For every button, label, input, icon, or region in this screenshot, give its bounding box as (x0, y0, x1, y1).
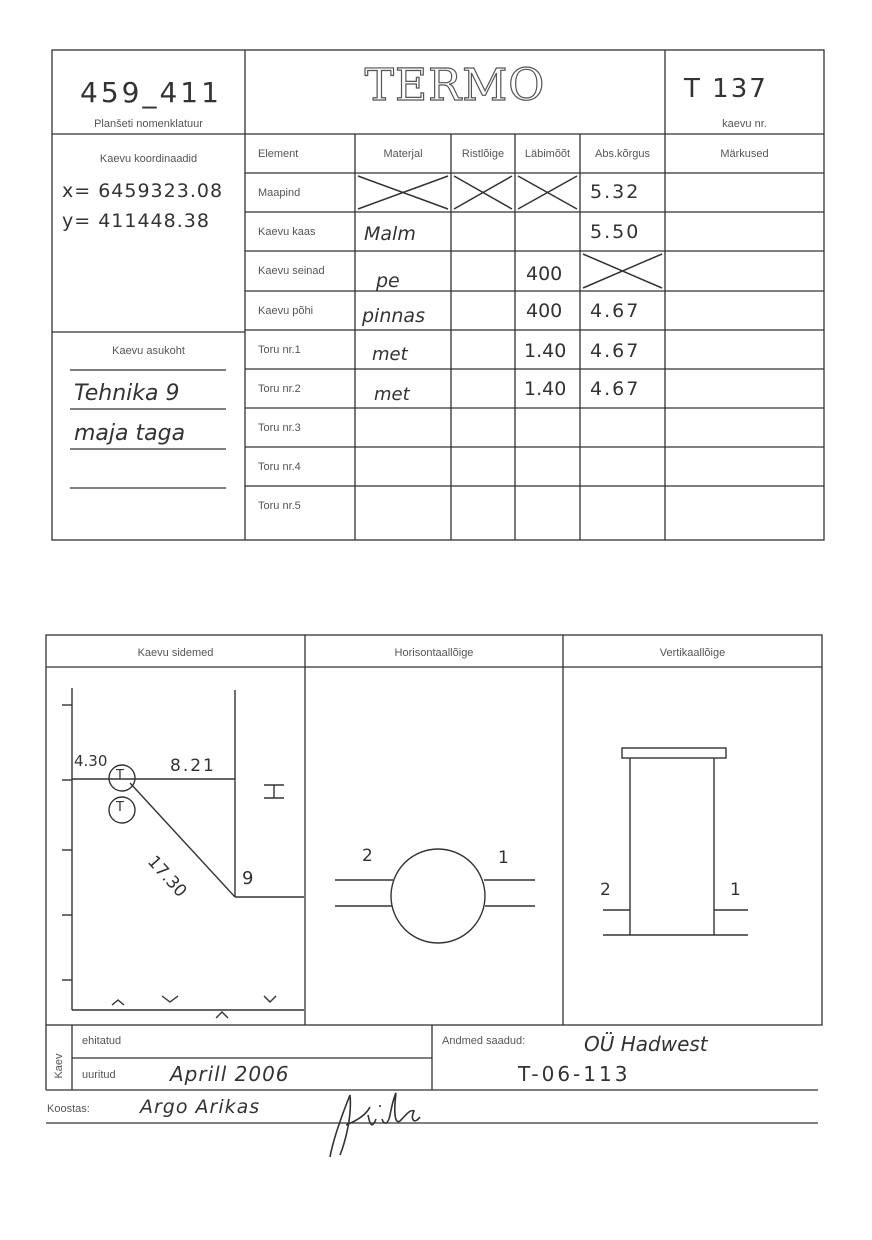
location-label: Kaevu asukoht (112, 345, 185, 357)
horiz-pipe-1-label: 1 (498, 848, 509, 868)
horiz-pipe-2-label: 2 (362, 846, 373, 866)
form-title: TERMO (364, 60, 546, 111)
location-line-1: Tehnika 9 (74, 381, 180, 406)
andmed-source: OÜ Hadwest (584, 1032, 708, 1056)
header-abs-korgus: Abs.kõrgus (594, 148, 651, 160)
header-materjal: Materjal (383, 148, 423, 160)
sidemed-building-number: 9 (242, 868, 254, 889)
vertikaal-label: Vertikaallõige (659, 647, 726, 659)
uuritud-label: uuritud (82, 1069, 116, 1081)
seinad-materjal: pe (376, 270, 400, 292)
andmed-label: Andmed saadud: (442, 1035, 526, 1047)
header-ristloige: Ristlõige (461, 148, 505, 160)
coordinate-x: x= 6459323.08 (62, 180, 224, 202)
seinad-labimoot: 400 (526, 263, 563, 285)
row-element-5: Toru nr.1 (258, 344, 301, 356)
well-number-value: T 137 (684, 74, 768, 104)
pohi-abs: 4.67 (590, 300, 641, 322)
ehitatud-label: ehitatud (82, 1035, 122, 1047)
horisontaal-label: Horisontaallõige (394, 647, 474, 659)
row-element-6: Toru nr.2 (258, 383, 301, 395)
sidemed-label: Kaevu sidemed (137, 647, 214, 659)
maapind-abs: 5.32 (590, 181, 641, 203)
koostas-label: Koostas: (47, 1103, 90, 1115)
row-element-2: Kaevu kaas (258, 226, 316, 238)
row-element-7: Toru nr.3 (258, 422, 301, 434)
location-line-2: maja taga (74, 421, 186, 446)
sidemed-distance-821: 8.21 (170, 756, 216, 776)
pohi-materjal: pinnas (362, 305, 425, 327)
nomenclature-label: Planšeti nomenklatuur (94, 118, 203, 130)
coordinate-y: y= 411448.38 (62, 210, 210, 232)
kaas-materjal: Malm (364, 223, 416, 245)
sidemed-well-mark-1: T (116, 768, 124, 783)
toru1-materjal: met (372, 344, 408, 365)
vert-pipe-2-label: 2 (600, 880, 611, 900)
kaev-label: Kaev (53, 1053, 65, 1079)
koostas-value: Argo Arikas (140, 1096, 261, 1118)
sidemed-distance-430: 4.30 (74, 752, 108, 770)
toru2-abs: 4.67 (590, 378, 641, 400)
kaas-abs: 5.50 (590, 221, 641, 243)
row-element-9: Toru nr.5 (258, 500, 301, 512)
toru1-labimoot: 1.40 (524, 340, 567, 362)
header-labimoot: Läbimõõt (524, 148, 571, 160)
well-number-label: kaevu nr. (722, 118, 767, 130)
toru1-abs: 4.67 (590, 340, 641, 362)
pohi-labimoot: 400 (526, 300, 563, 322)
toru2-materjal: met (374, 384, 410, 405)
nomenclature-value: 459_411 (80, 76, 222, 109)
sidemed-well-mark-2: T (116, 800, 124, 815)
row-element-4: Kaevu põhi (258, 305, 314, 317)
signature-image (310, 1085, 440, 1165)
row-element-1: Maapind (258, 187, 301, 199)
header-element: Element (258, 148, 299, 160)
header-markused: Märkused (720, 148, 769, 160)
andmed-reference: T-06-113 (518, 1062, 631, 1086)
coordinates-label: Kaevu koordinaadid (99, 153, 198, 165)
vert-pipe-1-label: 1 (730, 880, 741, 900)
row-element-8: Toru nr.4 (258, 461, 301, 473)
sidemed-distance-1730: 17.30 (143, 852, 191, 902)
uuritud-value: Aprill 2006 (170, 1062, 290, 1086)
toru2-labimoot: 1.40 (524, 378, 567, 400)
row-element-3: Kaevu seinad (258, 265, 325, 277)
